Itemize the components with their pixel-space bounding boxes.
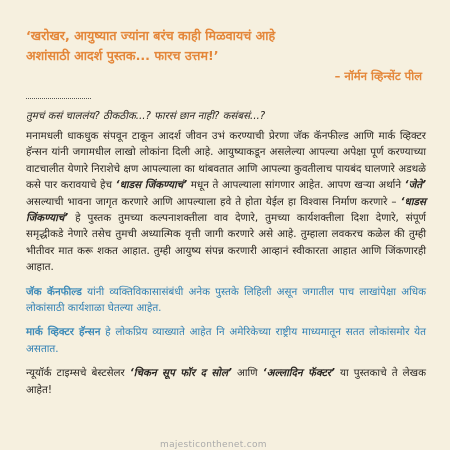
author-name-mark: मार्क व्हिक्टर हॅन्सन xyxy=(26,326,101,339)
watermark-url: majesticonthenet.com xyxy=(160,440,267,450)
text-segment: हे पुस्तक तुमच्या कल्पनाशक्तीला वाव देणारे, तुमच्या कार्यशक्तीला दिशा देणारे, संपूर्ण समृद्धीकडे नेणारे तसेच तुमची अध्यात्मिक वृत्ती जागी करणारे असे आहे. तुम्हाला लवकरच कळेल की तुम्ही भीतीवर मात करू शकत आहात. तुम्ही आयुष्य संपन्न करणारी आव्हानं स्वीकारता आहात आणि जिंकणारही आहात. xyxy=(26,212,426,274)
text-segment: या पुस्तकाचे ते लेखक आहेत! xyxy=(26,367,426,396)
author-bio-jack xyxy=(26,284,426,317)
word-jete: ‘जेते’ xyxy=(404,179,426,192)
book-title-chicken-soup: ‘चिकन सूप फॉर द सोल’ xyxy=(129,367,232,380)
author-name-jack: जॅक कॅनफील्ड xyxy=(26,285,82,298)
book-title-dhadas: ‘धाडस जिंकण्याचं’ xyxy=(115,179,188,192)
book-title-aladdin: ‘अल्लादिन फॅक्टर’ xyxy=(262,367,335,380)
text-segment: असल्याची भावना जागृत करणारे आणि आपल्याला हवे ते होता येईल हा विश्वास निर्माण करणारे – xyxy=(26,195,401,208)
text-segment: आणि xyxy=(231,367,263,380)
author-bio-mark xyxy=(26,324,426,357)
book-title-dhadas-2: ‘धाडस जिंकण्याचं’ xyxy=(26,195,426,225)
endorsement-quote xyxy=(26,26,426,66)
text-segment: मनामधली धाकधुक संपवून टाकून आदर्श जीवन उभं करण्याची प्रेरणा जॅक कॅनफील्ड आणि मार्क व्हिक्टर हॅन्सन यांनी जगामधील लाखो लोकांना दिली आहे. आयुष्याकडून असलेल्या आपल्या अपेक्षा पूर्ण करण्याच्या वाटचालीत येणारे निराशेचे क्षण आपल्याला का थांबवतात आणि आपल्या कुवतीलाच पायबंद घालणारे अडथळे कसे पार करावयाचे हेच xyxy=(26,130,426,192)
quote-attribution: – नॉर्मन व्हिन्सेंट पील xyxy=(334,69,422,83)
dotted-divider xyxy=(26,98,91,99)
text-segment: न्यूयॉर्क टाइम्सचे बेस्टसेलर xyxy=(26,367,130,380)
text-segment: यांनी व्यक्तिविकासासंबंधी अनेक पुस्तके लिहिली असून जगातील पाच लाखांपेक्षा अधिक लोकांसाठी कार्यशाळा घेतल्या आहेत. xyxy=(26,285,426,315)
bestseller-note xyxy=(26,365,426,398)
text-segment: हे लोकप्रिय व्याख्याते आहेत नि अमेरिकेच्या राष्ट्रीय माध्यमातून सतत लोकांसमोर येत असतात. xyxy=(26,326,426,355)
quote-line-2: अशांसाठी आदर्श पुस्तक... फारच उत्तम!’ xyxy=(26,48,219,63)
subtitle-question: तुमचं कसं चाललंय? ठीकठीक...? फारसं छान नाही? कसंबसं...? xyxy=(26,111,266,122)
text-segment: मधून ते आपल्याला सांगणार आहेत. आपण खऱ्या अर्थाने xyxy=(187,179,405,192)
quote-line-1: ‘खरोखर, आयुष्यात ज्यांना बरंच काही मिळवायचं आहे xyxy=(26,28,276,43)
blurb-body xyxy=(26,128,426,406)
blurb-paragraph-main xyxy=(26,128,426,276)
